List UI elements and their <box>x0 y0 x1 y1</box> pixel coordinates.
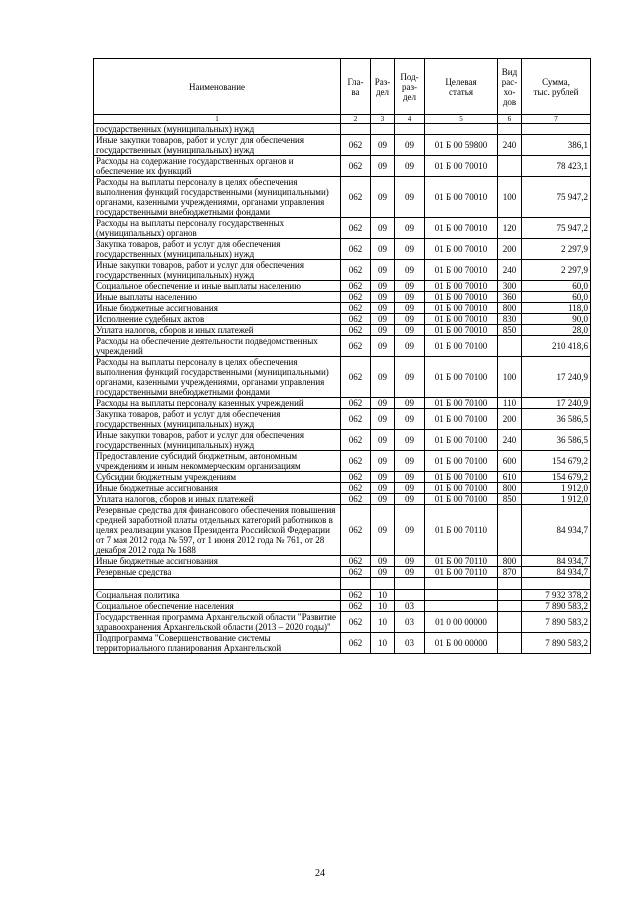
row-expense-type <box>498 336 522 357</box>
row-subsection: 09 <box>395 505 425 556</box>
header-target: Целевая статья <box>425 59 498 115</box>
row-subsection <box>395 590 425 601</box>
row-sum: 17 240,9 <box>522 398 591 409</box>
row-expense-type: 300 <box>498 281 522 292</box>
table-row <box>94 430 591 451</box>
header-name: Наименование <box>94 59 341 115</box>
row-name: Подпрограмма "Совершенствование системы территориального планирования Архангельской <box>94 633 341 654</box>
row-chapter: 062 <box>341 239 371 260</box>
row-target-article: 01 Б 00 70010 <box>425 156 498 177</box>
row-subsection: 09 <box>395 260 425 281</box>
row-sum: 1 912,0 <box>522 483 591 494</box>
row-target-article: 01 Б 00 70010 <box>425 239 498 260</box>
row-chapter: 062 <box>341 590 371 601</box>
row-target-article <box>425 590 498 601</box>
row-name: Государственная программа Архангельской области "Развитие здравоохранения Архангельской области (2013 – 2020 годы)" <box>94 612 341 633</box>
row-sum: 60,0 <box>522 281 591 292</box>
table-row <box>94 472 591 483</box>
row-name: Расходы на выплаты персоналу в целях обеспечения выполнения функций государственными (муниципальными) органами, казенными учреждениями, органами управления государственными внебюджетными фондами <box>94 177 341 218</box>
row-expense-type: 100 <box>498 357 522 398</box>
row-expense-type <box>498 156 522 177</box>
row-expense-type: 610 <box>498 472 522 483</box>
row-sum: 7 890 583,2 <box>522 612 591 633</box>
row-chapter: 062 <box>341 567 371 578</box>
row-target-article: 01 Б 00 70100 <box>425 483 498 494</box>
row-expense-type: 600 <box>498 451 522 472</box>
table-row <box>94 601 591 612</box>
row-section: 10 <box>371 633 395 654</box>
table-row <box>94 325 591 336</box>
row-chapter: 062 <box>341 292 371 303</box>
row-sum: 2 297,9 <box>522 239 591 260</box>
row-name <box>94 578 341 590</box>
row-target-article: 01 Б 00 70010 <box>425 314 498 325</box>
row-expense-type: 100 <box>498 177 522 218</box>
row-subsection: 09 <box>395 451 425 472</box>
row-expense-type <box>498 590 522 601</box>
table-row <box>94 336 591 357</box>
row-section: 09 <box>371 505 395 556</box>
row-sum: 84 934,7 <box>522 567 591 578</box>
row-expense-type: 800 <box>498 483 522 494</box>
row-name: Уплата налогов, сборов и иных платежей <box>94 494 341 505</box>
row-subsection: 03 <box>395 601 425 612</box>
row-name: Социальное обеспечение и иные выплаты населению <box>94 281 341 292</box>
row-section: 09 <box>371 260 395 281</box>
row-name: Иные выплаты населению <box>94 292 341 303</box>
row-expense-type: 240 <box>498 135 522 156</box>
table-row <box>94 124 591 135</box>
row-name: Субсидии бюджетным учреждениям <box>94 472 341 483</box>
header-sum: Сумма, тыс. рублей <box>522 59 591 115</box>
row-expense-type <box>498 601 522 612</box>
row-sum: 36 586,5 <box>522 409 591 430</box>
column-number: 1 <box>94 115 341 124</box>
row-chapter: 062 <box>341 494 371 505</box>
row-section: 09 <box>371 325 395 336</box>
row-target-article: 01 Б 00 70010 <box>425 260 498 281</box>
row-expense-type: 850 <box>498 325 522 336</box>
row-chapter: 062 <box>341 398 371 409</box>
row-sum: 28,0 <box>522 325 591 336</box>
row-chapter <box>341 578 371 590</box>
row-section: 09 <box>371 239 395 260</box>
row-name: Иные закупки товаров, работ и услуг для обеспечения государственных (муниципальных) нужд <box>94 260 341 281</box>
row-chapter: 062 <box>341 336 371 357</box>
column-number: 3 <box>371 115 395 124</box>
row-section: 09 <box>371 156 395 177</box>
row-section: 09 <box>371 281 395 292</box>
row-chapter: 062 <box>341 612 371 633</box>
row-chapter: 062 <box>341 556 371 567</box>
row-subsection: 09 <box>395 483 425 494</box>
row-name: Расходы на содержание государственных органов и обеспечение их функций <box>94 156 341 177</box>
header-row <box>94 59 591 115</box>
row-sum: 154 679,2 <box>522 472 591 483</box>
row-section: 09 <box>371 218 395 239</box>
row-subsection: 09 <box>395 239 425 260</box>
row-section: 09 <box>371 336 395 357</box>
row-sum: 36 586,5 <box>522 430 591 451</box>
row-section: 09 <box>371 567 395 578</box>
row-target-article: 01 Б 00 70010 <box>425 325 498 336</box>
row-subsection: 09 <box>395 409 425 430</box>
row-chapter: 062 <box>341 260 371 281</box>
row-subsection: 09 <box>395 314 425 325</box>
row-expense-type <box>498 633 522 654</box>
row-expense-type <box>498 505 522 556</box>
table-row <box>94 135 591 156</box>
row-target-article: 01 Б 00 70010 <box>425 303 498 314</box>
row-section: 09 <box>371 357 395 398</box>
row-subsection: 09 <box>395 398 425 409</box>
row-target-article: 01 Б 00 70010 <box>425 281 498 292</box>
row-name: Исполнение судебных актов <box>94 314 341 325</box>
row-expense-type: 240 <box>498 430 522 451</box>
table-row <box>94 303 591 314</box>
row-target-article: 01 Б 00 70110 <box>425 505 498 556</box>
row-section: 09 <box>371 483 395 494</box>
row-chapter: 062 <box>341 303 371 314</box>
row-chapter: 062 <box>341 135 371 156</box>
table-row <box>94 156 591 177</box>
row-expense-type: 850 <box>498 494 522 505</box>
row-subsection: 09 <box>395 303 425 314</box>
table-body <box>94 124 591 654</box>
row-sum: 210 418,6 <box>522 336 591 357</box>
row-sum: 1 912,0 <box>522 494 591 505</box>
row-subsection: 09 <box>395 567 425 578</box>
row-section: 09 <box>371 494 395 505</box>
row-name: Закупка товаров, работ и услуг для обеспечения государственных (муниципальных) нужд <box>94 409 341 430</box>
row-section: 09 <box>371 177 395 218</box>
row-name: Расходы на обеспечение деятельности подведомственных учреждений <box>94 336 341 357</box>
row-target-article: 01 0 00 00000 <box>425 612 498 633</box>
row-section <box>371 124 395 135</box>
table-row <box>94 612 591 633</box>
row-subsection: 09 <box>395 430 425 451</box>
row-sum: 75 947,2 <box>522 218 591 239</box>
row-sum: 75 947,2 <box>522 177 591 218</box>
column-number: 4 <box>395 115 425 124</box>
table-row <box>94 483 591 494</box>
row-sum: 90,0 <box>522 314 591 325</box>
row-sum: 7 932 378,2 <box>522 590 591 601</box>
row-target-article: 01 Б 00 70100 <box>425 451 498 472</box>
row-section: 10 <box>371 612 395 633</box>
row-name: Иные бюджетные ассигнования <box>94 303 341 314</box>
header-subsection: Под- раз- дел <box>395 59 425 115</box>
row-target-article: 01 Б 00 70010 <box>425 218 498 239</box>
row-name: Расходы на выплаты персоналу казенных учреждений <box>94 398 341 409</box>
column-number: 7 <box>522 115 591 124</box>
table-row <box>94 314 591 325</box>
row-target-article: 01 Б 00 70110 <box>425 567 498 578</box>
header-section: Раз- дел <box>371 59 395 115</box>
row-subsection: 09 <box>395 357 425 398</box>
row-target-article: 01 Б 00 70100 <box>425 357 498 398</box>
table-row <box>94 218 591 239</box>
row-target-article: 01 Б 00 70100 <box>425 398 498 409</box>
table-row <box>94 633 591 654</box>
row-expense-type: 110 <box>498 398 522 409</box>
row-name: Иные закупки товаров, работ и услуг для обеспечения государственных (муниципальных) нужд <box>94 135 341 156</box>
row-expense-type: 240 <box>498 260 522 281</box>
row-section: 09 <box>371 292 395 303</box>
row-chapter: 062 <box>341 314 371 325</box>
row-chapter: 062 <box>341 357 371 398</box>
row-target-article <box>425 578 498 590</box>
budget-table <box>93 58 591 654</box>
row-chapter: 062 <box>341 409 371 430</box>
column-number-row <box>94 115 591 124</box>
row-chapter: 062 <box>341 218 371 239</box>
row-sum: 60,0 <box>522 292 591 303</box>
row-target-article: 01 Б 00 70100 <box>425 494 498 505</box>
row-section: 09 <box>371 314 395 325</box>
table-row <box>94 409 591 430</box>
row-section: 09 <box>371 430 395 451</box>
row-subsection: 09 <box>395 156 425 177</box>
row-sum: 154 679,2 <box>522 451 591 472</box>
row-subsection: 09 <box>395 472 425 483</box>
header-chapter: Гла- ва <box>341 59 371 115</box>
row-expense-type: 800 <box>498 303 522 314</box>
column-number: 2 <box>341 115 371 124</box>
row-name: Иные бюджетные ассигнования <box>94 556 341 567</box>
row-name: Иные бюджетные ассигнования <box>94 483 341 494</box>
row-chapter: 062 <box>341 156 371 177</box>
row-name: Социальная политика <box>94 590 341 601</box>
table-row <box>94 177 591 218</box>
row-subsection: 09 <box>395 292 425 303</box>
table-row <box>94 357 591 398</box>
row-chapter: 062 <box>341 281 371 292</box>
row-sum: 84 934,7 <box>522 556 591 567</box>
row-section: 09 <box>371 303 395 314</box>
row-name: Предоставление субсидий бюджетным, автономным учреждениям и иным некоммерческим организациям <box>94 451 341 472</box>
table-row <box>94 505 591 556</box>
row-target-article <box>425 601 498 612</box>
row-section: 09 <box>371 451 395 472</box>
row-section: 09 <box>371 409 395 430</box>
row-section: 09 <box>371 135 395 156</box>
table-row <box>94 451 591 472</box>
row-name: Резервные средства <box>94 567 341 578</box>
row-target-article: 01 Б 00 70010 <box>425 292 498 303</box>
header-expense-type: Вид рас- хо- дов <box>498 59 522 115</box>
row-name: Резервные средства для финансового обеспечения повышения средней заработной платы отдельных категорий работников в целях реализации указов Президента Российской Федерации от 7 мая 2012 года № 597, от 1 июня 2012 года № 761, от 28 декабря 2012 года № 1688 <box>94 505 341 556</box>
row-chapter: 062 <box>341 483 371 494</box>
column-number: 5 <box>425 115 498 124</box>
row-expense-type: 200 <box>498 239 522 260</box>
row-name: Социальное обеспечение населения <box>94 601 341 612</box>
row-chapter: 062 <box>341 325 371 336</box>
row-expense-type <box>498 612 522 633</box>
row-sum: 7 890 583,2 <box>522 633 591 654</box>
table-row <box>94 398 591 409</box>
row-subsection <box>395 124 425 135</box>
row-target-article: 01 Б 00 70100 <box>425 336 498 357</box>
row-chapter: 062 <box>341 601 371 612</box>
row-expense-type: 120 <box>498 218 522 239</box>
row-name: государственных (муниципальных) нужд <box>94 124 341 135</box>
table-row <box>94 590 591 601</box>
row-subsection: 09 <box>395 218 425 239</box>
row-expense-type: 200 <box>498 409 522 430</box>
row-subsection: 03 <box>395 633 425 654</box>
row-chapter: 062 <box>341 451 371 472</box>
row-subsection: 09 <box>395 135 425 156</box>
table-row <box>94 494 591 505</box>
table-row <box>94 281 591 292</box>
row-chapter <box>341 124 371 135</box>
row-chapter: 062 <box>341 633 371 654</box>
row-target-article: 01 Б 00 70100 <box>425 472 498 483</box>
row-sum <box>522 578 591 590</box>
row-subsection: 09 <box>395 556 425 567</box>
table-row <box>94 260 591 281</box>
row-sum: 17 240,9 <box>522 357 591 398</box>
row-sum: 7 890 583,2 <box>522 601 591 612</box>
row-target-article: 01 Б 00 70010 <box>425 177 498 218</box>
row-sum: 118,0 <box>522 303 591 314</box>
row-subsection: 09 <box>395 325 425 336</box>
row-name: Расходы на выплаты персоналу в целях обеспечения выполнения функций государственными (муниципальными) органами, казенными учреждениями, органами управления государственными внебюджетными фондами <box>94 357 341 398</box>
row-expense-type: 830 <box>498 314 522 325</box>
row-name: Закупка товаров, работ и услуг для обеспечения государственных (муниципальных) нужд <box>94 239 341 260</box>
row-target-article <box>425 124 498 135</box>
row-target-article: 01 Б 00 70100 <box>425 430 498 451</box>
row-expense-type <box>498 124 522 135</box>
row-sum <box>522 124 591 135</box>
row-target-article: 01 Б 00 70100 <box>425 409 498 430</box>
row-chapter: 062 <box>341 177 371 218</box>
row-chapter: 062 <box>341 430 371 451</box>
row-subsection: 09 <box>395 494 425 505</box>
row-expense-type: 870 <box>498 567 522 578</box>
row-chapter: 062 <box>341 472 371 483</box>
row-section: 10 <box>371 590 395 601</box>
table-row <box>94 578 591 590</box>
row-section: 09 <box>371 472 395 483</box>
row-sum: 84 934,7 <box>522 505 591 556</box>
row-expense-type: 360 <box>498 292 522 303</box>
row-expense-type: 800 <box>498 556 522 567</box>
row-subsection <box>395 578 425 590</box>
row-target-article: 01 Б 00 59800 <box>425 135 498 156</box>
row-subsection: 09 <box>395 336 425 357</box>
row-name: Иные закупки товаров, работ и услуг для обеспечения государственных (муниципальных) нужд <box>94 430 341 451</box>
row-target-article: 01 Б 00 00000 <box>425 633 498 654</box>
row-sum: 386,1 <box>522 135 591 156</box>
row-sum: 78 423,1 <box>522 156 591 177</box>
row-subsection: 09 <box>395 177 425 218</box>
row-section: 09 <box>371 556 395 567</box>
row-target-article: 01 Б 00 70110 <box>425 556 498 567</box>
table-row <box>94 567 591 578</box>
row-section: 09 <box>371 398 395 409</box>
table-row <box>94 239 591 260</box>
row-section <box>371 578 395 590</box>
row-chapter: 062 <box>341 505 371 556</box>
row-subsection: 03 <box>395 612 425 633</box>
table-row <box>94 556 591 567</box>
table-row <box>94 292 591 303</box>
row-name: Уплата налогов, сборов и иных платежей <box>94 325 341 336</box>
row-subsection: 09 <box>395 281 425 292</box>
row-name: Расходы на выплаты персоналу государственных (муниципальных) органов <box>94 218 341 239</box>
row-sum: 2 297,9 <box>522 260 591 281</box>
column-number: 6 <box>498 115 522 124</box>
row-section: 10 <box>371 601 395 612</box>
page-number: 24 <box>315 868 325 879</box>
row-expense-type <box>498 578 522 590</box>
